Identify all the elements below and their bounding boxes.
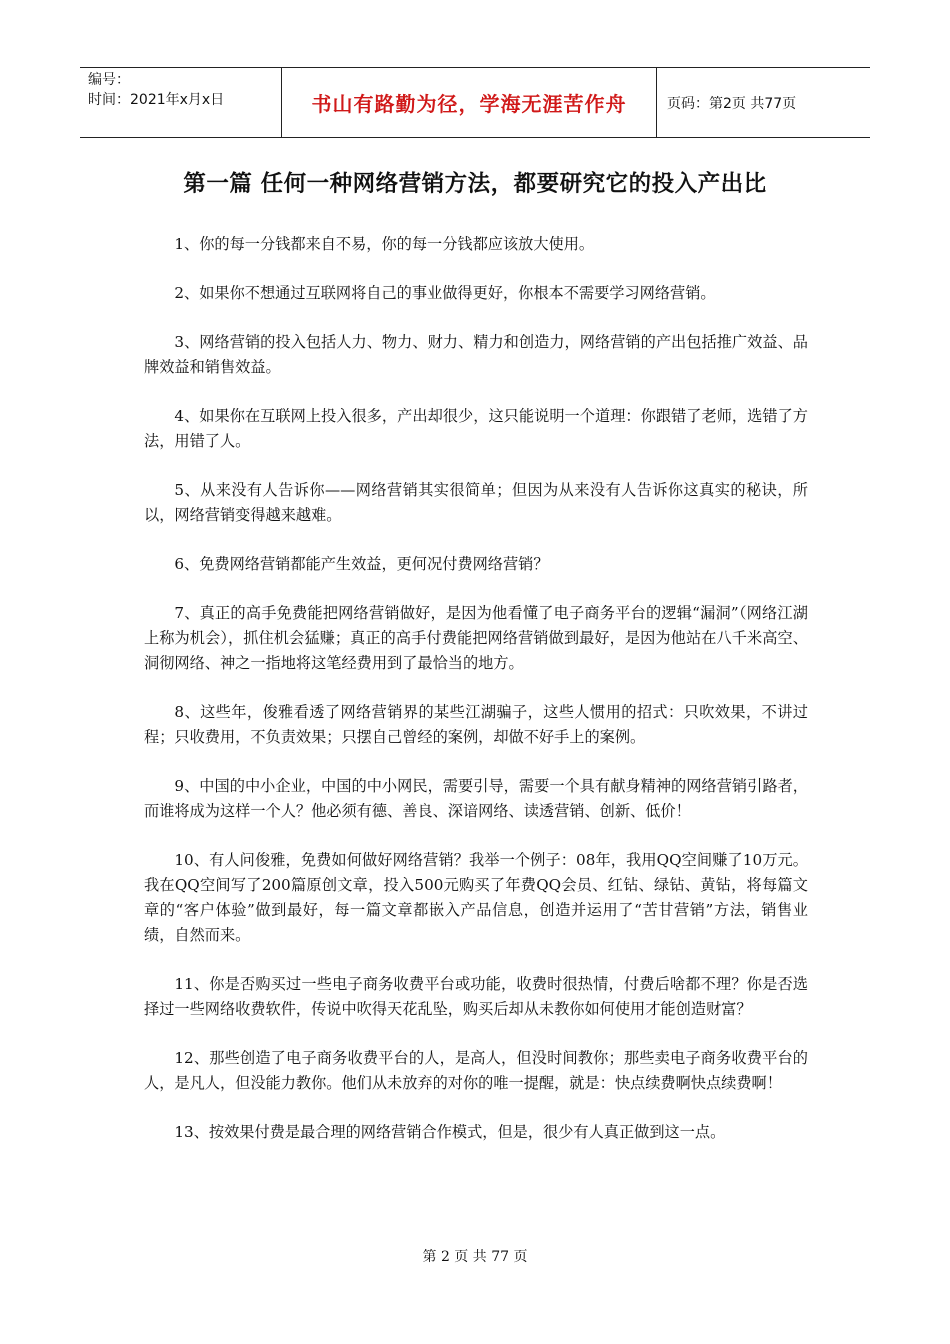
paragraph-2: 2、如果你不想通过互联网将自己的事业做得更好，你根本不需要学习网络营销。 (174, 284, 716, 302)
paragraph-6: 6、免费网络营销都能产生效益，更何况付费网络营销？ (174, 555, 549, 573)
date-label: 时间：2021年x月x日 (88, 92, 225, 108)
paragraph-1: 1、你的每一分钱都来自不易，你的每一分钱都应该放大使用。 (174, 235, 595, 253)
page-indicator: 页码：第2页 共77页 (667, 95, 797, 112)
document-title: 第一篇 任何一种网络营销方法，都要研究它的投入产出比 (183, 171, 767, 197)
paragraph-7: 7、真正的高手免费能把网络营销做好，是因为他看懂了电子商务平台的逻辑“漏洞”（网络江湖上称为机会），抓住机会猛赚；真正的高手付费能把网络营销做到最好，是因为他站在八千米高空、洞彻网络、神之一指地将这笔经费用到了最恰当的地方。 (144, 604, 808, 672)
paragraph-10: 10、有人问俊雅，免费如何做好网络营销？我举一个例子：08年，我用QQ空间赚了10万元。我在QQ空间写了200篇原创文章，投入500元购买了年费QQ会员、红钻、绿钻、黄钻，将每篇文章的“客户体验”做到最好，每一篇文章都嵌入产品信息，创造并运用了“苦甘营销”方法，销售业绩，自然而来。 (144, 851, 808, 944)
page-footer: 第 2 页 共 77 页 (422, 1249, 528, 1265)
slogan: 书山有路勤为径，学海无涯苦作舟 (281, 68, 657, 137)
page-header (80, 67, 870, 138)
header-left-cell (80, 68, 281, 137)
number-label: 编号： (88, 72, 130, 88)
paragraph-3: 3、网络营销的投入包括人力、物力、财力、精力和创造力，网络营销的产出包括推广效益、品牌效益和销售效益。 (144, 333, 808, 376)
paragraph-5: 5、从来没有人告诉你——网络营销其实很简单；但因为从来没有人告诉你这真实的秘诀，所以，网络营销变得越来越难。 (144, 481, 808, 524)
document-body (144, 232, 808, 1169)
paragraph-9: 9、中国的中小企业，中国的中小网民，需要引导，需要一个具有献身精神的网络营销引路者，而谁将成为这样一个人？他必须有德、善良、深谙网络、读透营销、创新、低价！ (144, 777, 808, 820)
paragraph-4: 4、如果你在互联网上投入很多，产出却很少，这只能说明一个道理：你跟错了老师，选错了方法，用错了人。 (144, 407, 808, 450)
paragraph-11: 11、你是否购买过一些电子商务收费平台或功能，收费时很热情，付费后啥都不理？你是否选择过一些网络收费软件，传说中吹得天花乱坠，购买后却从未教你如何使用才能创造财富？ (144, 975, 808, 1018)
paragraph-12: 12、那些创造了电子商务收费平台的人，是高人，但没时间教你；那些卖电子商务收费平台的人，是凡人，但没能力教你。他们从未放弃的对你的唯一提醒，就是：快点续费啊快点续费啊！ (144, 1049, 808, 1092)
paragraph-13: 13、按效果付费是最合理的网络营销合作模式，但是，很少有人真正做到这一点。 (174, 1123, 726, 1141)
paragraph-8: 8、这些年，俊雅看透了网络营销界的某些江湖骗子，这些人惯用的招式：只吹效果，不讲过程；只收费用，不负责效果；只摆自己曾经的案例，却做不好手上的案例。 (144, 703, 808, 746)
